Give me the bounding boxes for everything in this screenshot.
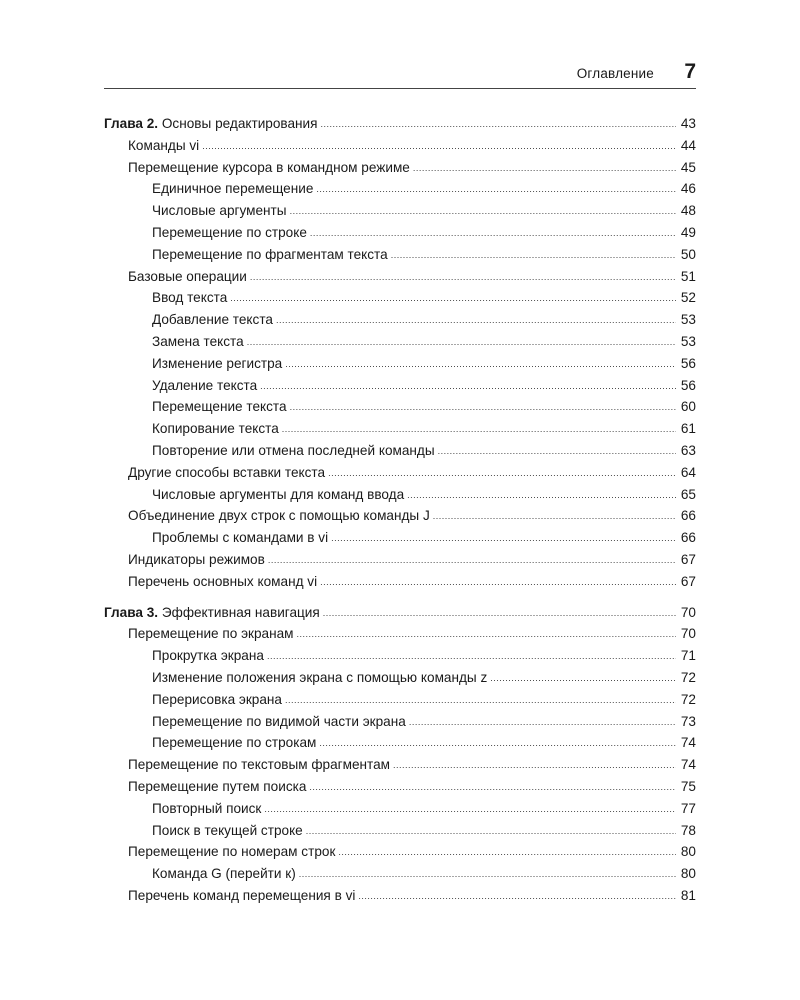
- toc-page-number: 66: [680, 530, 696, 546]
- toc-entry-label: Базовые операции: [128, 268, 247, 284]
- toc-page-number: 70: [680, 626, 696, 642]
- toc-section-entry: [104, 552, 696, 574]
- dot-leader: [276, 311, 676, 326]
- dot-leader: [391, 246, 676, 261]
- toc-page-number: 67: [680, 573, 696, 589]
- toc-entry-label: Проблемы с командами в vi: [152, 530, 329, 546]
- toc-entry-label: Перемещение по фрагментам текста: [152, 246, 388, 262]
- toc-page-number: 63: [680, 442, 696, 458]
- dot-leader: [267, 647, 676, 662]
- toc-page-number: 71: [680, 648, 696, 664]
- toc-page-number: 74: [680, 757, 696, 773]
- toc-subsection-entry: [104, 735, 696, 757]
- dot-leader: [393, 756, 676, 771]
- toc-subsection-entry: [104, 312, 696, 334]
- toc-entry-label: Поиск в текущей строке: [152, 822, 303, 838]
- toc-subsection-entry: [104, 692, 696, 714]
- toc-page-number: 65: [680, 486, 696, 502]
- toc-page-number: 50: [680, 246, 696, 262]
- dot-leader: [438, 442, 676, 457]
- toc-page-number: 56: [680, 355, 696, 371]
- toc-page-number: 44: [680, 137, 696, 153]
- toc-entry-label: Перерисовка экрана: [152, 691, 282, 707]
- chapter-title: Эффективная навигация: [161, 604, 320, 620]
- dot-leader: [290, 202, 676, 217]
- dot-leader: [247, 333, 676, 348]
- toc-entry-label: Числовые аргументы: [152, 203, 287, 219]
- dot-leader: [285, 691, 676, 706]
- toc-page-number: 60: [680, 399, 696, 415]
- toc-page-number: 67: [680, 551, 696, 567]
- toc-subsection-entry: [104, 443, 696, 465]
- toc-entry-label: Единичное перемещение: [152, 181, 314, 197]
- dot-leader: [323, 604, 676, 619]
- toc-subsection-entry: [104, 247, 696, 269]
- toc-entries: [104, 626, 696, 909]
- toc-section-entry: [104, 269, 696, 291]
- toc-page-number: 81: [680, 887, 696, 903]
- toc-section-entry: [104, 160, 696, 182]
- dot-leader: [358, 887, 676, 902]
- toc-page-number: 77: [680, 800, 696, 816]
- toc-section-entry: [104, 779, 696, 801]
- toc-page-number: 48: [680, 203, 696, 219]
- toc-entry-label: [104, 116, 318, 131]
- dot-leader: [230, 289, 676, 304]
- toc-section-entry: [104, 508, 696, 530]
- toc-entry-label: Замена текста: [152, 333, 244, 349]
- dot-leader: [306, 822, 676, 837]
- toc-subsection-entry: [104, 823, 696, 845]
- toc-entry-label: Числовые аргументы для команд ввода: [152, 486, 405, 502]
- dot-leader: [299, 865, 676, 880]
- toc-page-number: 73: [680, 713, 696, 729]
- toc-chapter-3: [104, 605, 696, 910]
- toc-subsection-entry: [104, 399, 696, 421]
- dot-leader: [202, 137, 676, 152]
- running-header: [104, 60, 696, 89]
- toc-entry-label: Изменение регистра: [152, 355, 283, 371]
- toc-entry-label: Перемещение по текстовым фрагментам: [128, 757, 391, 773]
- toc-page-number: 64: [680, 464, 696, 480]
- toc-page-number: 46: [680, 181, 696, 197]
- table-of-contents: [104, 116, 696, 910]
- toc-entry-label: Объединение двух строк с помощью команды J: [128, 508, 430, 524]
- toc-subsection-entry: [104, 866, 696, 888]
- toc-page-number: 43: [680, 116, 696, 131]
- dot-leader: [319, 734, 676, 749]
- toc-subsection-entry: [104, 203, 696, 225]
- toc-entry-label: Команда G (перейти к): [152, 866, 296, 882]
- dot-leader: [321, 115, 676, 130]
- toc-chapter-2: [104, 116, 696, 596]
- page-number: 7: [684, 60, 696, 83]
- toc-subsection-entry: [104, 181, 696, 203]
- toc-section-entry: [104, 465, 696, 487]
- toc-page-number: 80: [680, 866, 696, 882]
- toc-page-number: 49: [680, 224, 696, 240]
- toc-page-number: 51: [680, 268, 696, 284]
- toc-page-number: 56: [680, 377, 696, 393]
- dot-leader: [250, 268, 676, 283]
- dot-leader: [309, 778, 676, 793]
- toc-entry-label: Добавление текста: [152, 312, 273, 328]
- toc-entry-label: Перемещение путем поиска: [128, 778, 307, 794]
- toc-page-number: 72: [680, 691, 696, 707]
- dot-leader: [407, 486, 676, 501]
- dot-leader: [490, 669, 676, 684]
- toc-entry-label: Перемещение по строке: [152, 224, 307, 240]
- toc-entry-label: Удаление текста: [152, 377, 258, 393]
- toc-page-number: 45: [680, 159, 696, 175]
- toc-section-entry: [104, 757, 696, 779]
- toc-entry-label: Перечень основных команд vi: [128, 573, 318, 589]
- toc-subsection-entry: [104, 334, 696, 356]
- toc-entry-label: Команды vi: [128, 137, 200, 153]
- toc-page-number: 61: [680, 421, 696, 437]
- dot-leader: [268, 551, 676, 566]
- dot-leader: [310, 224, 676, 239]
- toc-entry-label: Перемещение по видимой части экрана: [152, 713, 406, 729]
- toc-chapter-heading: [104, 116, 696, 138]
- toc-page-number: 53: [680, 333, 696, 349]
- toc-chapter-heading: [104, 605, 696, 627]
- dot-leader: [290, 398, 676, 413]
- toc-subsection-entry: [104, 801, 696, 823]
- toc-section-entry: [104, 626, 696, 648]
- toc-page-number: 78: [680, 822, 696, 838]
- toc-entry-label: Перемещение по номерам строк: [128, 844, 336, 860]
- toc-subsection-entry: [104, 714, 696, 736]
- dot-leader: [264, 800, 676, 815]
- toc-entry-label: Индикаторы режимов: [128, 551, 265, 567]
- toc-entry-label: Прокрутка экрана: [152, 648, 264, 664]
- toc-subsection-entry: [104, 356, 696, 378]
- chapter-title: Основы редактирования: [161, 116, 318, 131]
- toc-entry-label: Изменение положения экрана с помощью команды z: [152, 669, 488, 685]
- dot-leader: [260, 377, 676, 392]
- toc-entry-label: Другие способы вставки текста: [128, 464, 326, 480]
- dot-leader: [316, 180, 676, 195]
- toc-page-number: 70: [680, 604, 696, 620]
- chapter-prefix: Глава 2.: [104, 116, 159, 131]
- toc-page-number: 52: [680, 290, 696, 306]
- toc-entry-label: Повторение или отмена последней команды: [152, 442, 435, 458]
- dot-leader: [297, 625, 676, 640]
- toc-entry-label: Повторный поиск: [152, 800, 262, 816]
- toc-page-number: 74: [680, 735, 696, 751]
- toc-page-number: 66: [680, 508, 696, 524]
- dot-leader: [282, 420, 676, 435]
- chapter-prefix: Глава 3.: [104, 604, 159, 620]
- toc-entry-label: Перемещение текста: [152, 399, 287, 415]
- toc-section-entry: [104, 844, 696, 866]
- toc-entry-label: Перемещение по экранам: [128, 626, 294, 642]
- toc-page-number: 72: [680, 669, 696, 685]
- dot-leader: [338, 843, 676, 858]
- running-header-title: Оглавление: [576, 66, 654, 81]
- toc-subsection-entry: [104, 648, 696, 670]
- toc-section-entry: [104, 574, 696, 596]
- toc-entries: [104, 138, 696, 596]
- toc-subsection-entry: [104, 421, 696, 443]
- dot-leader: [409, 713, 676, 728]
- toc-subsection-entry: [104, 225, 696, 247]
- toc-page-number: 53: [680, 312, 696, 328]
- dot-leader: [413, 159, 676, 174]
- dot-leader: [285, 355, 676, 370]
- toc-subsection-entry: [104, 487, 696, 509]
- dot-leader: [331, 529, 676, 544]
- toc-entry-label: Копирование текста: [152, 421, 279, 437]
- toc-page-number: 80: [680, 844, 696, 860]
- dot-leader: [320, 573, 676, 588]
- dot-leader: [328, 464, 676, 479]
- toc-subsection-entry: [104, 378, 696, 400]
- toc-entry-label: Перечень команд перемещения в vi: [128, 887, 356, 903]
- toc-entry-label: Перемещение курсора в командном режиме: [128, 159, 410, 175]
- toc-section-entry: [104, 138, 696, 160]
- toc-subsection-entry: [104, 530, 696, 552]
- toc-entry-label: Перемещение по строкам: [152, 735, 317, 751]
- dot-leader: [433, 507, 676, 522]
- toc-subsection-entry: [104, 670, 696, 692]
- toc-entry-label: [104, 605, 320, 620]
- toc-section-entry: [104, 888, 696, 910]
- toc-subsection-entry: [104, 290, 696, 312]
- toc-page-number: 75: [680, 778, 696, 794]
- toc-entry-label: Ввод текста: [152, 290, 228, 306]
